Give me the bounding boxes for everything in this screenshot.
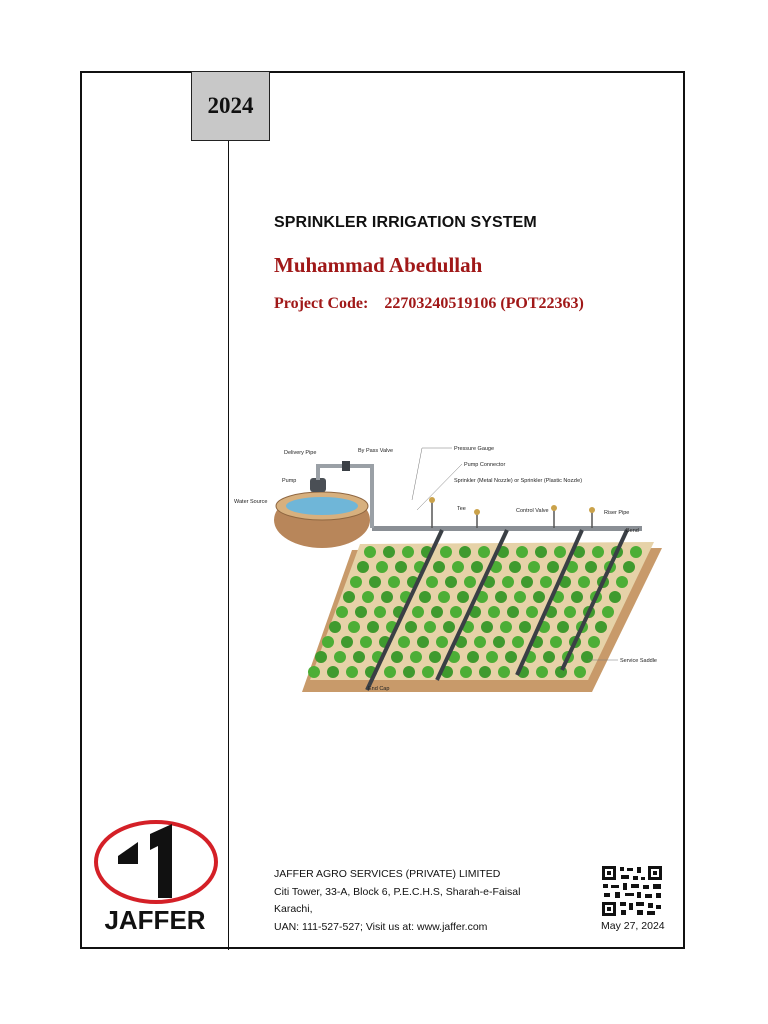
plant	[388, 576, 400, 588]
plant	[481, 621, 493, 633]
plant	[346, 666, 358, 678]
document-date: May 27, 2024	[601, 920, 665, 932]
plant	[381, 591, 393, 603]
year-label: 2024	[207, 93, 254, 118]
plant	[343, 591, 355, 603]
label-tee: Tee	[457, 506, 466, 512]
plant	[445, 576, 457, 588]
plant	[452, 561, 464, 573]
plant	[502, 576, 514, 588]
plant	[526, 606, 538, 618]
plant	[574, 666, 586, 678]
label-bend: Bend	[626, 528, 639, 534]
plant	[353, 651, 365, 663]
qr-code-icon	[601, 865, 663, 917]
label-pump: Pump	[282, 478, 297, 484]
label-sprinkler: Sprinkler (Metal Nozzle) or Sprinkler (Plastic Nozzle)	[454, 478, 583, 484]
label-by-pass-valve: By Pass Valve	[358, 448, 394, 454]
plant	[533, 591, 545, 603]
contact-line: UAN: 111-527-527; Visit us at: www.jaffer.com	[274, 920, 488, 933]
plant	[474, 636, 486, 648]
plant	[478, 546, 490, 558]
plant	[327, 666, 339, 678]
footer-address	[274, 866, 520, 936]
plant	[308, 666, 320, 678]
plant	[336, 606, 348, 618]
plant	[488, 606, 500, 618]
plant	[376, 561, 388, 573]
plant	[602, 606, 614, 618]
plant	[514, 591, 526, 603]
plant	[341, 636, 353, 648]
plant	[521, 576, 533, 588]
logo-text: JAFFER	[104, 905, 206, 935]
plant	[374, 606, 386, 618]
pump	[310, 478, 326, 492]
year-box	[191, 71, 270, 141]
plant	[433, 561, 445, 573]
irrigation-diagram	[232, 440, 672, 700]
plant	[543, 651, 555, 663]
label-pump-connector: Pump Connector	[464, 462, 506, 468]
plant	[403, 666, 415, 678]
jaffer-logo	[88, 818, 223, 938]
plant	[329, 621, 341, 633]
plant	[588, 636, 600, 648]
plant	[429, 651, 441, 663]
plant	[417, 636, 429, 648]
plant	[424, 621, 436, 633]
plant	[369, 576, 381, 588]
plant	[616, 576, 628, 588]
document-title: SPRINKLER IRRIGATION SYSTEM	[274, 214, 537, 231]
plant	[322, 636, 334, 648]
plant	[431, 606, 443, 618]
plant	[355, 606, 367, 618]
plant	[592, 546, 604, 558]
plant	[498, 666, 510, 678]
plant	[334, 651, 346, 663]
plant	[383, 546, 395, 558]
plant	[630, 546, 642, 558]
plant	[493, 636, 505, 648]
label-service-saddle: Service Saddle	[620, 658, 657, 664]
plant	[436, 636, 448, 648]
label-pressure-gauge: Pressure Gauge	[454, 446, 495, 452]
plant	[609, 591, 621, 603]
company-name: JAFFER AGRO SERVICES (PRIVATE) LIMITED	[274, 868, 501, 880]
plant	[443, 621, 455, 633]
plant	[535, 546, 547, 558]
plant	[350, 576, 362, 588]
plant	[540, 576, 552, 588]
plant	[450, 606, 462, 618]
plant	[516, 546, 528, 558]
plant	[357, 561, 369, 573]
plant	[460, 666, 472, 678]
plant	[364, 546, 376, 558]
project-code-label: Project Code:	[274, 295, 369, 312]
plant	[419, 591, 431, 603]
plant	[410, 651, 422, 663]
address-line: Citi Tower, 33-A, Block 6, P.E.C.H.S, Sharah-e-Faisal	[274, 885, 521, 898]
plant	[459, 546, 471, 558]
plant	[412, 606, 424, 618]
sprinkler-risers	[432, 502, 592, 528]
plant	[438, 591, 450, 603]
plant	[571, 591, 583, 603]
plant	[581, 651, 593, 663]
plant	[564, 606, 576, 618]
project-code	[274, 295, 584, 313]
plant	[486, 651, 498, 663]
plant	[505, 651, 517, 663]
plant	[550, 636, 562, 648]
plant	[495, 591, 507, 603]
plant	[348, 621, 360, 633]
label-water-source: Water Source	[234, 499, 268, 505]
plant	[528, 561, 540, 573]
plant	[398, 636, 410, 648]
label-delivery-pipe: Delivery Pipe	[284, 450, 317, 456]
plant	[384, 666, 396, 678]
plant	[367, 621, 379, 633]
plant	[426, 576, 438, 588]
by-pass-valve	[342, 461, 350, 471]
label-control-valve: Control Valve	[516, 508, 549, 514]
plant	[547, 561, 559, 573]
plant	[464, 576, 476, 588]
logo-mark	[118, 824, 172, 898]
plant	[500, 621, 512, 633]
plant	[467, 651, 479, 663]
sprinkler-heads	[429, 497, 595, 515]
plant	[405, 621, 417, 633]
project-code-value: 22703240519106 (POT22363)	[384, 295, 584, 312]
plant	[557, 621, 569, 633]
plant	[440, 546, 452, 558]
plant	[395, 561, 407, 573]
vertical-divider	[228, 141, 229, 950]
well-water	[286, 497, 358, 515]
plant	[479, 666, 491, 678]
plant	[422, 666, 434, 678]
plant	[507, 606, 519, 618]
plant	[519, 621, 531, 633]
plant	[471, 561, 483, 573]
plant	[585, 561, 597, 573]
client-name: Muhammad Abedullah	[274, 253, 483, 277]
plant-grid	[308, 546, 642, 678]
plant	[509, 561, 521, 573]
label-end-cap: End Cap	[368, 686, 390, 692]
plant	[554, 546, 566, 558]
plant	[362, 591, 374, 603]
plant	[578, 576, 590, 588]
plant	[315, 651, 327, 663]
plant	[536, 666, 548, 678]
plant	[595, 621, 607, 633]
plant	[512, 636, 524, 648]
plant	[623, 561, 635, 573]
plant	[360, 636, 372, 648]
plant	[457, 591, 469, 603]
plant	[402, 546, 414, 558]
city-line: Karachi,	[274, 903, 313, 915]
label-riser-pipe: Riser Pipe	[604, 510, 630, 516]
plant	[391, 651, 403, 663]
